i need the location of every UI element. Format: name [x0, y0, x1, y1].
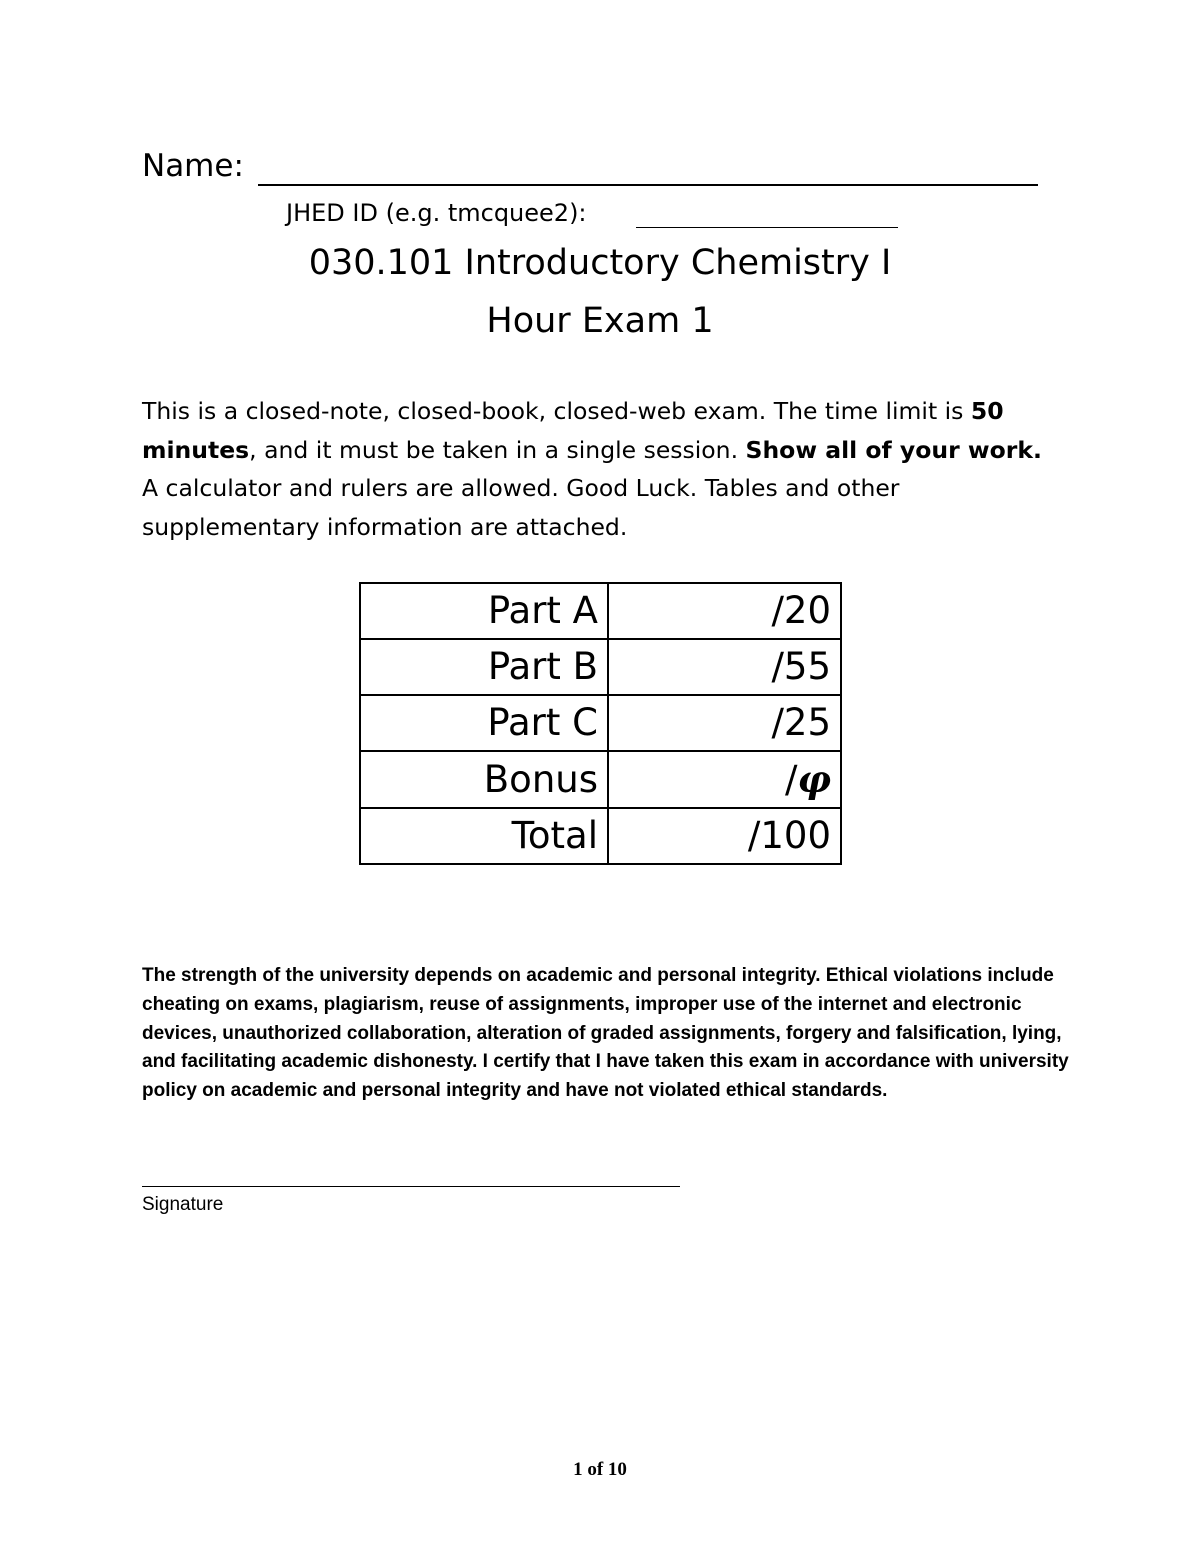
score-row-part-b — [360, 639, 841, 695]
score-part-label: Bonus — [360, 751, 608, 808]
instructions-text: , and it must be taken in a single session. — [249, 435, 746, 464]
score-points: /100 — [608, 808, 841, 864]
score-part-label: Part C — [360, 695, 608, 751]
exam-instructions — [142, 392, 1062, 546]
instructions-show-work: Show all of your work. — [745, 435, 1042, 464]
exam-title: Hour Exam 1 — [486, 301, 714, 341]
signature-label: Signature — [142, 1194, 224, 1215]
score-points: /25 — [608, 695, 841, 751]
jhed-label: JHED ID (e.g. tmcquee2): — [286, 199, 587, 227]
integrity-statement: The strength of the university depends on academic and personal integrity. Ethical violations include cheating on exams, plagiarism, reuse of assignments, improper use of the internet and electronic devices, unauthorized collaboration, alteration of graded assignments, forgery and falsification, lying, and facilitating academic dishonesty. I certify that I have taken this exam in accordance with university policy on academic and personal integrity and have not violated ethical standards. — [142, 965, 1069, 1102]
score-part-label: Part A — [360, 583, 608, 639]
score-points: /55 — [608, 639, 841, 695]
name-field[interactable] — [258, 184, 1038, 186]
page-number: 1 of 10 — [573, 1459, 627, 1480]
signature-field[interactable] — [142, 1186, 680, 1187]
instructions-text: This is a closed-note, closed-book, closed-web exam. The time limit is — [142, 397, 971, 425]
name-row — [142, 146, 1042, 190]
score-row-part-a — [360, 583, 841, 639]
score-row-bonus — [360, 751, 841, 808]
name-label: Name: — [142, 148, 244, 184]
jhed-field[interactable] — [636, 227, 898, 228]
score-row-part-c — [360, 695, 841, 751]
score-table — [359, 582, 842, 865]
phi-symbol: φ — [797, 757, 831, 801]
score-row-total — [360, 808, 841, 864]
score-part-label: Part B — [360, 639, 608, 695]
instructions-time-limit: 50 minutes — [142, 397, 1004, 464]
jhed-row — [286, 196, 926, 232]
score-points-slash: / — [785, 758, 798, 801]
instructions-text: A calculator and rulers are allowed. Good Luck. Tables and other supplementary information are attached. — [142, 474, 900, 541]
score-points — [608, 751, 841, 808]
score-part-label: Total — [360, 808, 608, 864]
score-points: /20 — [608, 583, 841, 639]
course-title: 030.101 Introductory Chemistry I — [308, 243, 892, 283]
